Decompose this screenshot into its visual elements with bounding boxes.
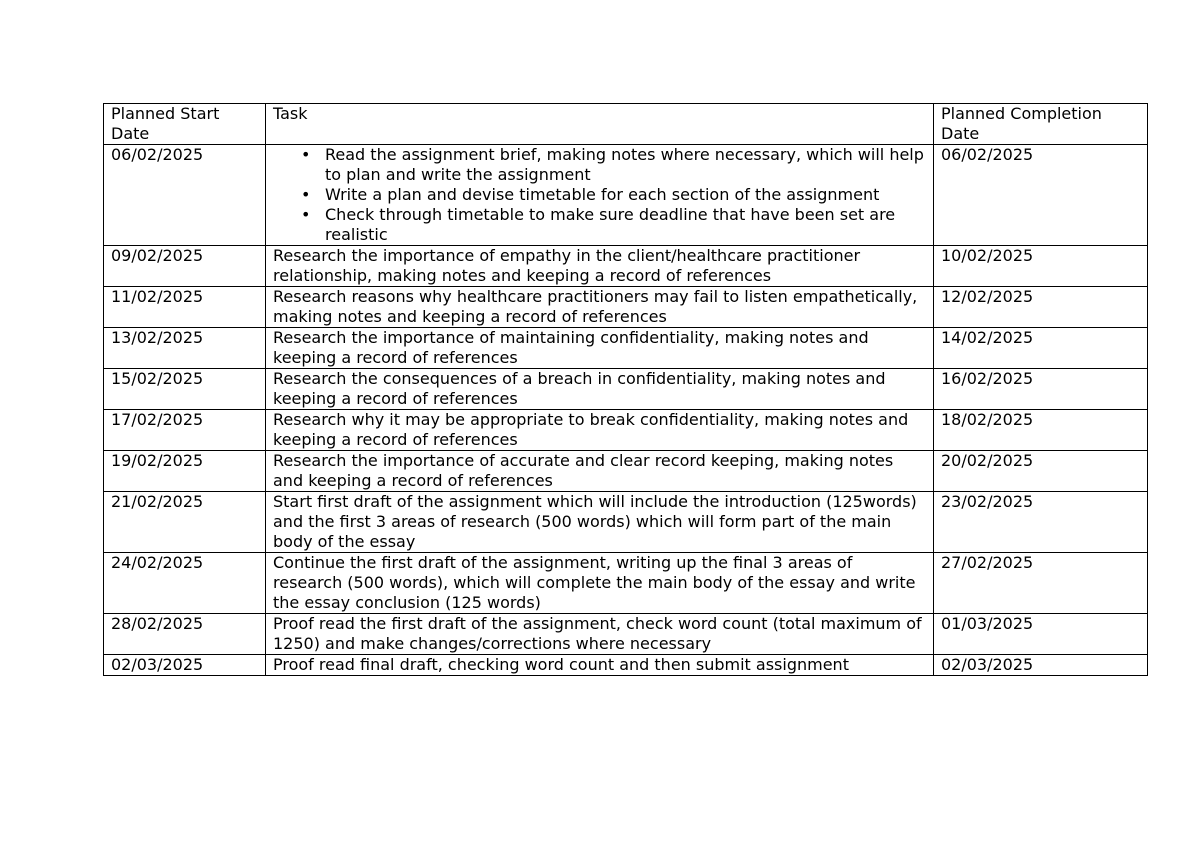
task-cell: Proof read final draft, checking word count and then submit assignment: [266, 655, 934, 676]
completion-date-cell: 20/02/2025: [934, 451, 1148, 492]
completion-date-cell: 27/02/2025: [934, 553, 1148, 614]
completion-date-cell: 14/02/2025: [934, 328, 1148, 369]
header-planned-start-date: Planned Start Date: [104, 104, 266, 145]
start-date-cell: 17/02/2025: [104, 410, 266, 451]
task-cell: Proof read the first draft of the assignment, check word count (total maximum of 1250) and make changes/corrections where necessary: [266, 614, 934, 655]
completion-date-cell: 01/03/2025: [934, 614, 1148, 655]
completion-date-cell: 06/02/2025: [934, 145, 1148, 246]
table-row: [104, 614, 1148, 655]
task-cell: Continue the first draft of the assignment, writing up the final 3 areas of research (500 words), which will complete the main body of the essay and write the essay conclusion (125 words): [266, 553, 934, 614]
table-header-row: [104, 104, 1148, 145]
task-bullet-item: • Check through timetable to make sure deadline that have been set are realistic: [325, 205, 926, 245]
completion-date-cell: 12/02/2025: [934, 287, 1148, 328]
start-date-cell: 24/02/2025: [104, 553, 266, 614]
task-cell: Start first draft of the assignment which will include the introduction (125words) and the first 3 areas of research (500 words) which will form part of the main body of the essay: [266, 492, 934, 553]
task-cell: Research the consequences of a breach in confidentiality, making notes and keeping a record of references: [266, 369, 934, 410]
task-bullet-item: • Write a plan and devise timetable for each section of the assignment: [325, 185, 926, 205]
start-date-cell: 21/02/2025: [104, 492, 266, 553]
table-row: [104, 287, 1148, 328]
start-date-cell: 09/02/2025: [104, 246, 266, 287]
task-cell: Research the importance of maintaining confidentiality, making notes and keeping a record of references: [266, 328, 934, 369]
table-row: [104, 246, 1148, 287]
header-task: Task: [266, 104, 934, 145]
task-cell: Research the importance of accurate and clear record keeping, making notes and keeping a record of references: [266, 451, 934, 492]
task-bullet-item: • Read the assignment brief, making notes where necessary, which will help to plan and write the assignment: [325, 145, 926, 185]
table-row: [104, 328, 1148, 369]
start-date-cell: 19/02/2025: [104, 451, 266, 492]
task-cell: Research the importance of empathy in the client/healthcare practitioner relationship, making notes and keeping a record of references: [266, 246, 934, 287]
start-date-cell: 13/02/2025: [104, 328, 266, 369]
header-planned-completion-date: Planned Completion Date: [934, 104, 1148, 145]
completion-date-cell: 10/02/2025: [934, 246, 1148, 287]
task-bullet-list: [273, 145, 926, 245]
table-row: [104, 655, 1148, 676]
task-cell: [266, 145, 934, 246]
start-date-cell: 06/02/2025: [104, 145, 266, 246]
table-row: [104, 369, 1148, 410]
start-date-cell: 15/02/2025: [104, 369, 266, 410]
task-cell: Research why it may be appropriate to break confidentiality, making notes and keeping a record of references: [266, 410, 934, 451]
table-row: [104, 145, 1148, 246]
assignment-plan-table: [103, 103, 1148, 676]
table-row: [104, 553, 1148, 614]
start-date-cell: 28/02/2025: [104, 614, 266, 655]
completion-date-cell: 16/02/2025: [934, 369, 1148, 410]
completion-date-cell: 23/02/2025: [934, 492, 1148, 553]
completion-date-cell: 02/03/2025: [934, 655, 1148, 676]
task-cell: Research reasons why healthcare practitioners may fail to listen empathetically, making notes and keeping a record of references: [266, 287, 934, 328]
start-date-cell: 11/02/2025: [104, 287, 266, 328]
table-body: [104, 104, 1148, 676]
table-row: [104, 492, 1148, 553]
table-row: [104, 410, 1148, 451]
start-date-cell: 02/03/2025: [104, 655, 266, 676]
completion-date-cell: 18/02/2025: [934, 410, 1148, 451]
table-row: [104, 451, 1148, 492]
